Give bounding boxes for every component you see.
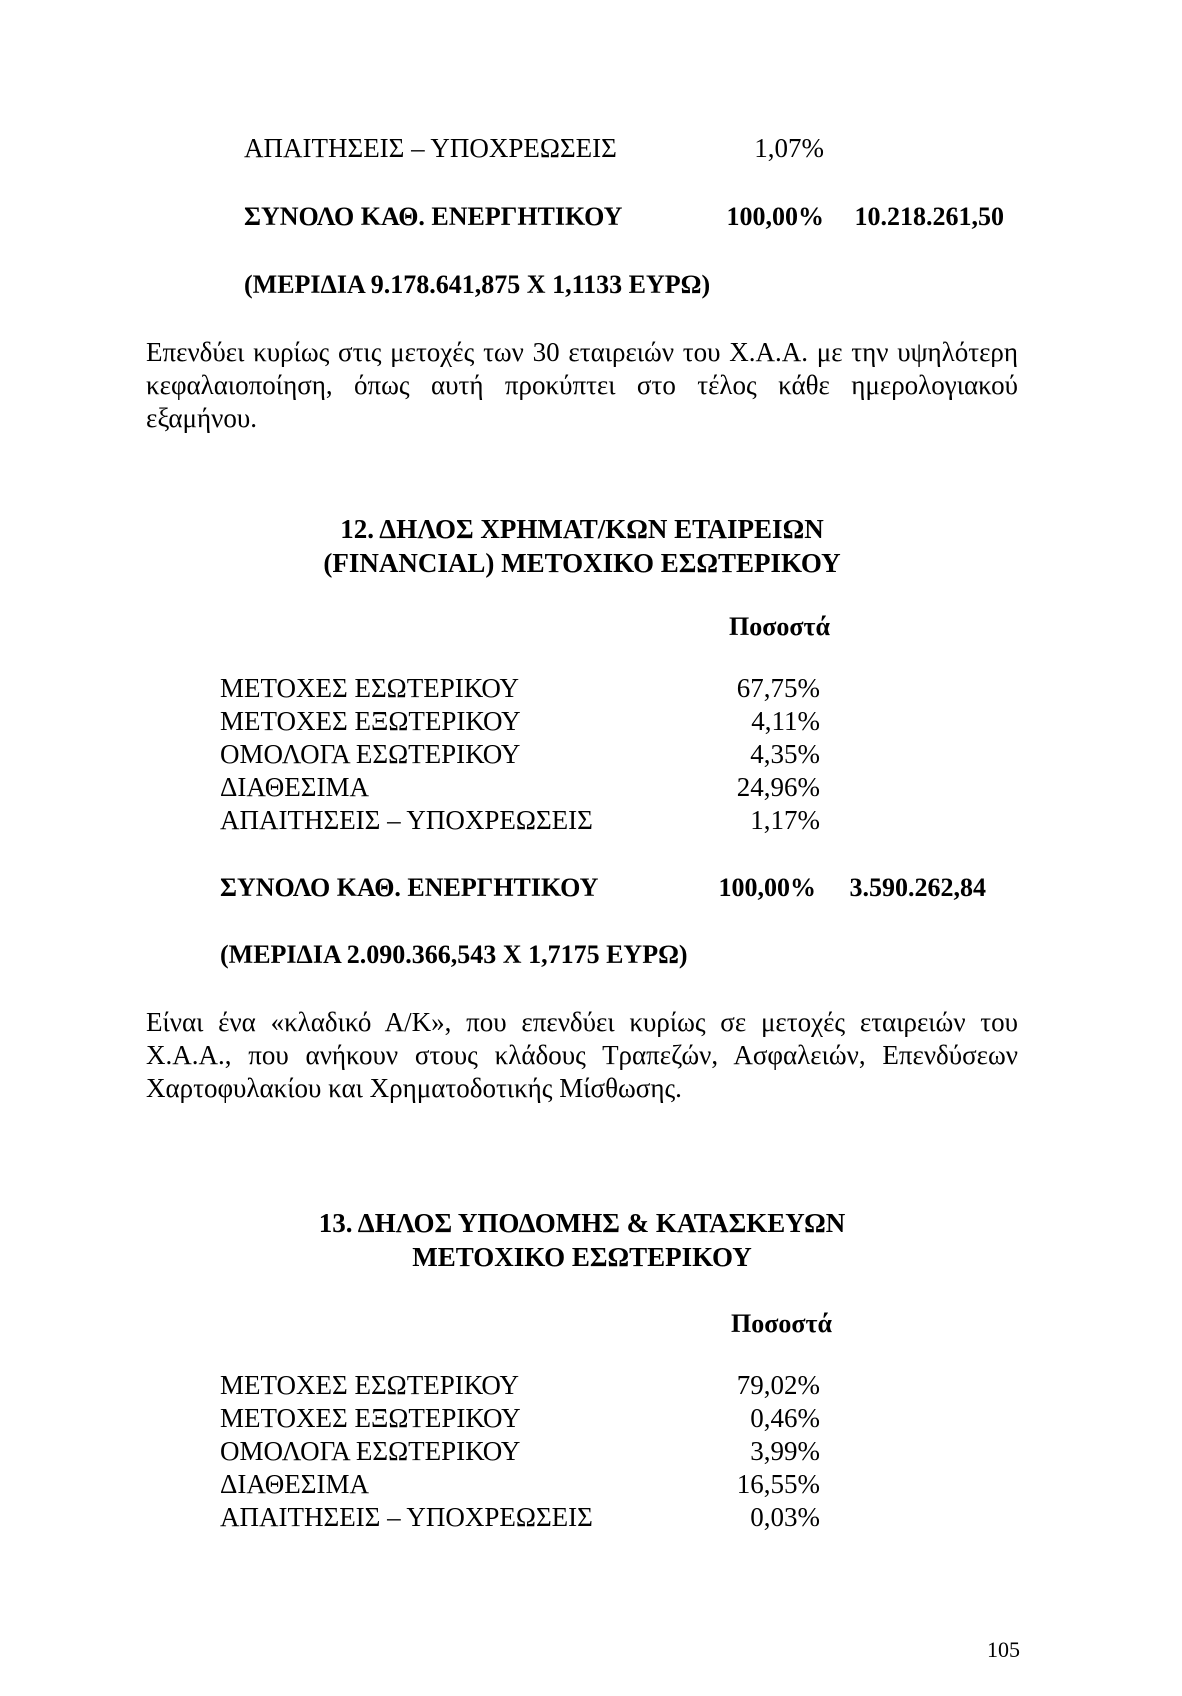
section-13-row-value: 16,55%: [736, 1469, 820, 1499]
section-13-row-label: ΜΕΤΟΧΕΣ ΕΣΩΤΕΡΙΚΟΥ: [220, 1370, 520, 1400]
section-12-row-value: 4,35%: [750, 739, 820, 769]
section-12-row-label: ΜΕΤΟΧΕΣ ΕΞΩΤΕΡΙΚΟΥ: [220, 706, 521, 736]
section-13-row-value: 3,99%: [750, 1436, 820, 1466]
section-13-percent-header: Ποσοστά: [730, 1309, 832, 1338]
section-13-row-value: 79,02%: [736, 1370, 820, 1400]
top-total-percent: 100,00%: [726, 202, 824, 231]
section-13-row-label: ΜΕΤΟΧΕΣ ΕΞΩΤΕΡΙΚΟΥ: [220, 1403, 521, 1433]
section-13-row-label: ΟΜΟΛΟΓΑ ΕΣΩΤΕΡΙΚΟΥ: [220, 1436, 521, 1466]
section-12-total-percent: 100,00%: [718, 873, 816, 902]
section-13-heading-line2: ΜΕΤΟΧΙΚΟ ΕΣΩΤΕΡΙΚΟΥ: [412, 1242, 752, 1272]
section-12-heading-line2: (FINANCIAL) ΜΕΤΟΧΙΚΟ ΕΣΩΤΕΡΙΚΟΥ: [323, 548, 841, 578]
section-13-row-label: ΑΠΑΙΤΗΣΕΙΣ – ΥΠΟΧΡΕΩΣΕΙΣ: [220, 1502, 593, 1532]
section-13-row-value: 0,03%: [750, 1502, 820, 1532]
top-total-label: ΣΥΝΟΛΟ ΚΑΘ. ΕΝΕΡΓΗΤΙΚΟΥ: [244, 202, 623, 231]
section-12-row-label: ΜΕΤΟΧΕΣ ΕΣΩΤΕΡΙΚΟΥ: [220, 673, 520, 703]
section-12-row-value: 4,11%: [751, 706, 820, 736]
section-12-row-value: 1,17%: [750, 805, 820, 835]
top-description: Επενδύει κυρίως στις μετοχές των 30 εταιρειών του Χ.Α.Α. με την υψηλότερη κεφαλαιοποίηση, όπως αυτή προκύπτει στο τέλος κάθε ημερολογιακού εξαμήνου.: [146, 337, 1018, 433]
top-receivables-value: 1,07%: [754, 133, 824, 163]
section-12-row-value: 24,96%: [736, 772, 820, 802]
section-13-heading-line1: 13. ΔΗΛΟΣ ΥΠΟΔΟΜΗΣ & ΚΑΤΑΣΚΕΥΩΝ: [318, 1208, 846, 1238]
section-12-description: Είναι ένα «κλαδικό Α/Κ», που επενδύει κυρίως σε μετοχές εταιρειών του Χ.Α.Α., που ανήκουν στους κλάδους Τραπεζών, Ασφαλειών, Επενδύσεων Χαρτοφυλακίου και Χρηματοδοτικής Μίσθωσης.: [146, 1007, 1018, 1103]
section-12-row-label: ΟΜΟΛΟΓΑ ΕΣΩΤΕΡΙΚΟΥ: [220, 739, 521, 769]
top-receivables-label: ΑΠΑΙΤΗΣΕΙΣ – ΥΠΟΧΡΕΩΣΕΙΣ: [244, 133, 617, 163]
section-12-row-label: ΔΙΑΘΕΣΙΜΑ: [220, 772, 369, 802]
section-12-heading-line1: 12. ΔΗΛΟΣ ΧΡΗΜΑΤ/ΚΩΝ ΕΤΑΙΡΕΙΩΝ: [340, 514, 824, 544]
section-12-total-amount: 3.590.262,84: [849, 873, 986, 902]
section-12-total-label: ΣΥΝΟΛΟ ΚΑΘ. ΕΝΕΡΓΗΤΙΚΟΥ: [220, 873, 599, 902]
section-13-row-value: 0,46%: [750, 1403, 820, 1433]
section-12-row-value: 67,75%: [736, 673, 820, 703]
top-total-amount: 10.218.261,50: [854, 202, 1004, 231]
section-12-units-line: (ΜΕΡΙΔΙΑ 2.090.366,543 Χ 1,7175 ΕΥΡΩ): [220, 940, 688, 969]
section-12-row-label: ΑΠΑΙΤΗΣΕΙΣ – ΥΠΟΧΡΕΩΣΕΙΣ: [220, 805, 593, 835]
section-13-row-label: ΔΙΑΘΕΣΙΜΑ: [220, 1469, 369, 1499]
section-12-percent-header: Ποσοστά: [728, 612, 830, 641]
page-number: 105: [987, 1637, 1020, 1662]
top-units-line: (ΜΕΡΙΔΙΑ 9.178.641,875 Χ 1,1133 ΕΥΡΩ): [244, 270, 711, 299]
